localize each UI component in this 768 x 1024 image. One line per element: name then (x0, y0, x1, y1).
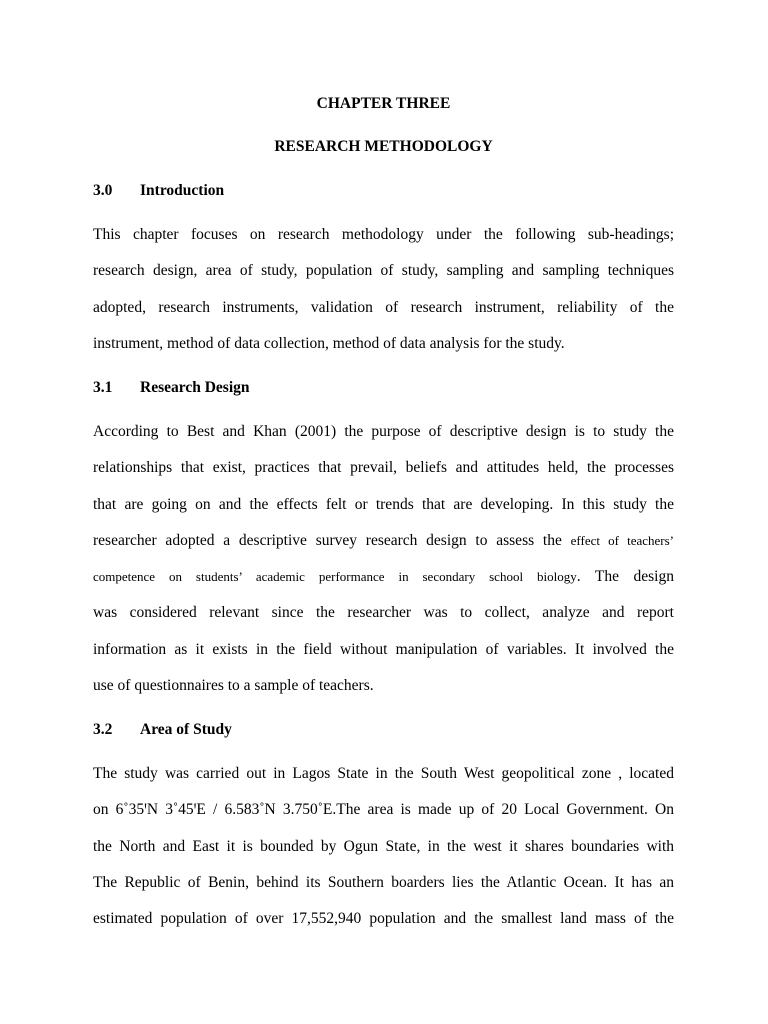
paragraph-line (93, 567, 674, 603)
paragraph-line: information as it exists in the field without manipulation of variables. It involved the (93, 640, 674, 658)
section-heading-introduction (93, 181, 674, 201)
paragraph-line: According to Best and Khan (2001) the purpose of descriptive design is to study the (93, 423, 674, 440)
paragraph-line: The study was carried out in Lagos State in the South West geopolitical zone , located (93, 765, 674, 782)
section-title: Area of Study (140, 721, 232, 738)
line-text: researcher adopted a descriptive survey research design to assess the (93, 531, 562, 549)
line-text: . The design (576, 568, 674, 586)
paragraph-line: on 6˚35ꞌN 3˚45ꞌE / 6.583˚N 3.750˚E.The area is made up of 20 Local Government. On (93, 801, 674, 819)
paragraph-line (93, 531, 674, 567)
paragraph-line: research design, area of study, population of study, sampling and sampling techniques (93, 262, 674, 280)
paragraph-line: the North and East it is bounded by Ogun State, in the west it shares boundaries with (93, 837, 674, 855)
section-number: 3.0 (93, 182, 113, 199)
paragraph-line: adopted, research instruments, validation of research instrument, reliability of the (93, 298, 674, 316)
line-text-small: competence on students’ academic performance in secondary school biology (93, 569, 577, 585)
chapter-title: CHAPTER THREE (316, 95, 451, 112)
chapter-subtitle: RESEARCH METHODOLOGY (274, 138, 493, 155)
research-design-paragraph (93, 422, 674, 712)
paragraph-line: The Republic of Benin, behind its Southern boarders lies the Atlantic Ocean. It has an (93, 873, 674, 891)
section-heading-research-design (93, 378, 674, 398)
line-text-small: effect of teachers’ (570, 532, 674, 548)
paragraph-line: that are going on and the effects felt or trends that are developing. In this study the (93, 495, 674, 513)
paragraph-line: use of questionnaires to a sample of teachers. (93, 677, 374, 695)
section-number: 3.1 (93, 379, 113, 396)
paragraph-line: This chapter focuses on research methodology under the following sub-headings; (93, 226, 674, 243)
section-title: Research Design (140, 379, 250, 396)
paragraph-line: was considered relevant since the researcher was to collect, analyze and report (93, 604, 674, 622)
section-heading-area-of-study (93, 720, 674, 740)
paragraph-line: estimated population of over 17,552,940 population and the smallest land mass of the (93, 910, 674, 928)
section-number: 3.2 (93, 721, 113, 738)
section-title: Introduction (140, 182, 225, 199)
introduction-paragraph (93, 225, 674, 370)
paragraph-line: instrument, method of data collection, method of data analysis for the study. (93, 334, 565, 352)
paragraph-line: relationships that exist, practices that prevail, beliefs and attitudes held, the processes (93, 459, 674, 477)
area-of-study-paragraph (93, 764, 674, 945)
